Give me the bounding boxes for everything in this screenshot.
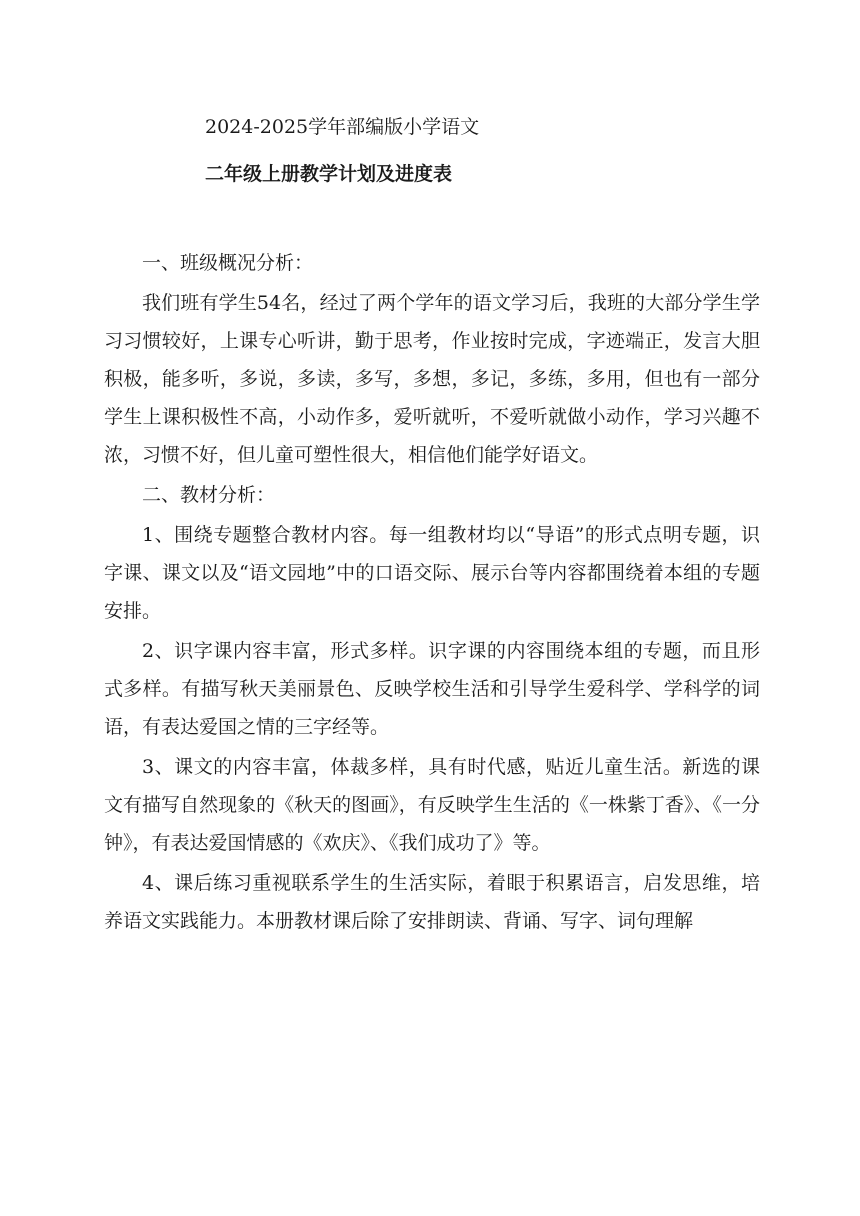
paragraph-textbook-point-4: 4、课后练习重视联系学生的生活实际，着眼于积累语言，启发思维，培养语文实践能力。本册教材课后除了安排朗读、背诵、写字、词句理解 [104, 872, 760, 932]
section-heading-class-overview: 一、班级概况分析： [142, 252, 314, 274]
paragraph-textbook-point-1: 1、围绕专题整合教材内容。每一组教材均以“导语”的形式点明专题，识字课、课文以及“语文园地”中的口语交际、展示台等内容都围绕着本组的专题安排。 [104, 524, 760, 622]
paragraph-textbook-point-2: 2、识字课内容丰富，形式多样。识字课的内容围绕本组的专题，而且形式多样。有描写秋天美丽景色、反映学校生活和引导学生爱科学、学科学的词语，有表达爱国之情的三字经等。 [104, 640, 760, 738]
paragraph-textbook-point-3: 3、课文的内容丰富，体裁多样，具有时代感，贴近儿童生活。新选的课文有描写自然现象的《秋天的图画》，有反映学生生活的《一株紫丁香》、《一分钟》，有表达爱国情感的《欢庆》、《我们成功了》等。 [104, 756, 760, 854]
section-heading-textbook-analysis: 二、教材分析： [142, 484, 276, 506]
title-block [205, 112, 765, 189]
document-body [104, 244, 760, 940]
document-title: 2024-2025学年部编版小学语文 [205, 116, 480, 138]
paragraph-class-overview: 我们班有学生54名，经过了两个学年的语文学习后，我班的大部分学生学习习惯较好，上课专心听讲，勤于思考，作业按时完成，字迹端正，发言大胆积极，能多听，多说，多读，多写，多想，多记，多练，多用，但也有一部分学生上课积极性不高，小动作多，爱听就听，不爱听就做小动作，学习兴趣不浓，习惯不好，但儿童可塑性很大，相信他们能学好语文。 [104, 292, 760, 466]
document-subtitle: 二年级上册教学计划及进度表 [205, 163, 453, 185]
